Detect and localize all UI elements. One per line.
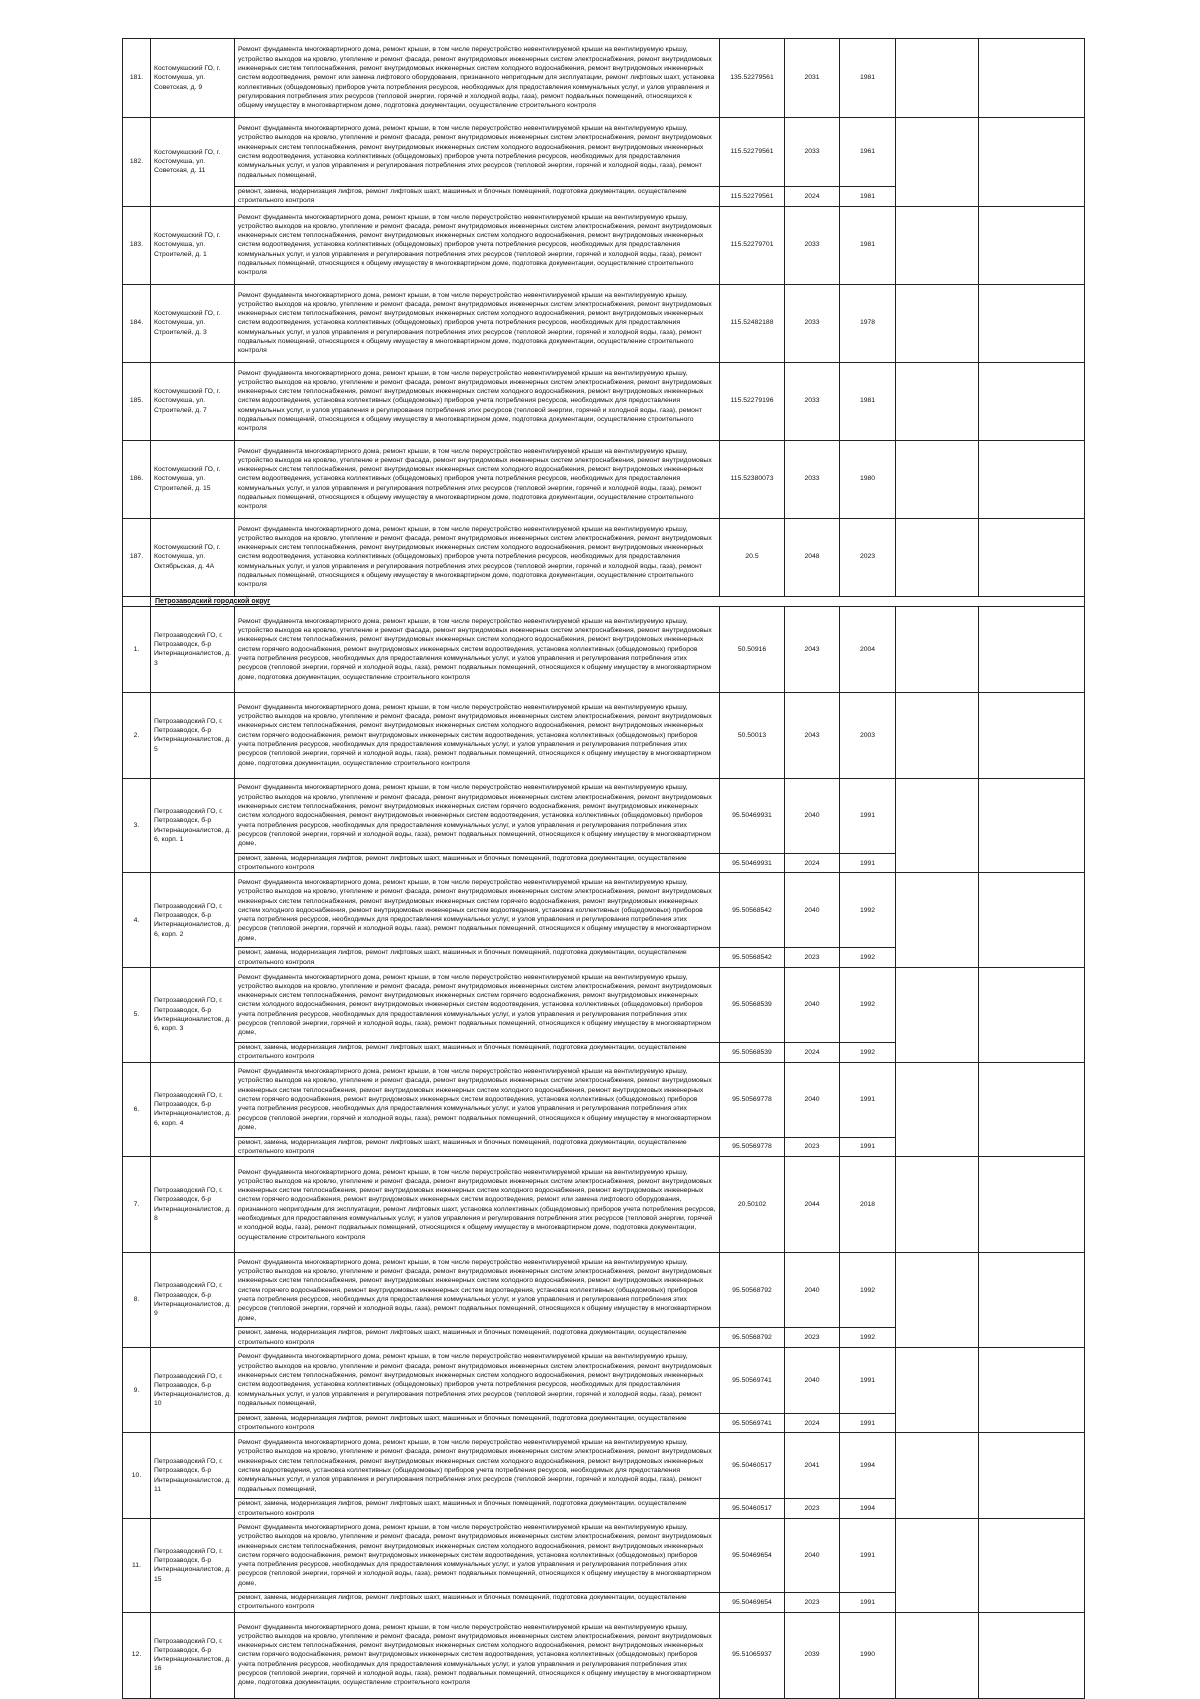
row-built-year: 1992	[840, 1253, 896, 1328]
row-empty-cell	[896, 39, 979, 118]
row-number: 1.	[123, 606, 151, 692]
row-empty-cell	[979, 206, 1085, 284]
row-cost: 95.50469654	[720, 1519, 785, 1593]
table-row	[123, 968, 1085, 1043]
row-built-year: 1991	[840, 1137, 896, 1157]
row-address: Костомукшский ГО, г. Костомукша, ул. Строителей, д. 7	[151, 362, 235, 440]
row-year: 2044	[785, 1157, 840, 1253]
row-built-year: 1990	[840, 1612, 896, 1698]
row-built-year: 1991	[840, 1347, 896, 1413]
table-row	[123, 1157, 1085, 1253]
table-row	[123, 39, 1085, 118]
row-empty-cell	[896, 968, 979, 1063]
row-number: 184.	[123, 284, 151, 362]
row-year: 2043	[785, 692, 840, 778]
row-works: ремонт, замена, модернизация лифтов, ремонт лифтовых шахт, машинных и блочных помещений, подготовка документации, осуществление строительного контроля	[235, 1499, 720, 1519]
row-built-year: 1991	[840, 1062, 896, 1137]
row-works: Ремонт фундамента многоквартирного дома, ремонт крыши, в том числе переустройство невентилируемой крыши на вентилируемую крышу, устройство выходов на кровлю, утепление и ремонт фасада, ремонт внутридомовых инженерных систем электроснабжения, ремонт внутридомовых инженерных систем теплоснабжения, ремонт внутридомовых инженерных систем холодного водоснабжения, ремонт внутридомовых инженерных систем водоотведения, установка коллективных (общедомовых) приборов учета потребления ресурсов, необходимых для предоставления коммунальных услуг, и узлов управления и регулирования потребления этих ресурсов (тепловой энергии, горячей и холодной воды, газа), ремонт подвальных помещений, относящихся к общему имуществу в многоквартирном доме, подготовка документации, осуществление строительного контроля	[235, 206, 720, 284]
row-empty-cell	[979, 440, 1085, 518]
row-built-year: 2003	[840, 692, 896, 778]
row-empty-cell	[979, 1433, 1085, 1519]
row-address: Петрозаводский ГО, г. Петрозаводск, б-р Интернационалистов, д. 9	[151, 1253, 235, 1348]
row-built-year: 1994	[840, 1433, 896, 1499]
row-cost: 50.50013	[720, 692, 785, 778]
row-empty-cell	[896, 118, 979, 207]
row-empty-cell	[979, 1157, 1085, 1253]
row-built-year: 2004	[840, 606, 896, 692]
row-cost: 115.52482188	[720, 284, 785, 362]
table-row	[123, 440, 1085, 518]
row-built-year: 1992	[840, 968, 896, 1043]
row-cost: 115.52279561	[720, 118, 785, 187]
row-works: Ремонт фундамента многоквартирного дома, ремонт крыши, в том числе переустройство невентилируемой крыши на вентилируемую крышу, устройство выходов на кровлю, утепление и ремонт фасада, ремонт внутридомовых инженерных систем электроснабжения, ремонт внутридомовых инженерных систем теплоснабжения, ремонт внутридомовых инженерных систем горячего водоснабжения, ремонт внутридомовых инженерных систем холодного водоснабжения, ремонт внутридомовых инженерных систем водоотведения, установка коллективных (общедомовых) приборов учета потребления ресурсов, необходимых для предоставления коммунальных услуг, и узлов управления и регулирования потребления этих ресурсов (тепловой энергии, горячей и холодной воды, газа), ремонт подвальных помещений, относящихся к общему имуществу в многоквартирном доме,	[235, 968, 720, 1043]
row-address: Петрозаводский ГО, г. Петрозаводск, б-р Интернационалистов, д. 11	[151, 1433, 235, 1519]
row-number: 182.	[123, 118, 151, 207]
row-built-year: 1992	[840, 948, 896, 968]
row-cost: 95.50568792	[720, 1328, 785, 1348]
row-works: Ремонт фундамента многоквартирного дома, ремонт крыши, в том числе переустройство невентилируемой крыши на вентилируемую крышу, устройство выходов на кровлю, утепление и ремонт фасада, ремонт внутридомовых инженерных систем электроснабжения, ремонт внутридомовых инженерных систем теплоснабжения, ремонт внутридомовых инженерных систем холодного водоснабжения, ремонт внутридомовых инженерных систем водоотведения, установка коллективных (общедомовых) приборов учета потребления ресурсов, необходимых для предоставления коммунальных услуг, и узлов управления и регулирования потребления этих ресурсов (тепловой энергии, горячей и холодной воды, газа), ремонт подвальных помещений,	[235, 1347, 720, 1413]
row-number: 185.	[123, 362, 151, 440]
table-row	[123, 1062, 1085, 1137]
row-works: Ремонт фундамента многоквартирного дома, ремонт крыши, в том числе переустройство невентилируемой крыши на вентилируемую крышу, устройство выходов на кровлю, утепление и ремонт фасада, ремонт внутридомовых инженерных систем электроснабжения, ремонт внутридомовых инженерных систем теплоснабжения, ремонт внутридомовых инженерных систем холодного водоснабжения, ремонт внутридомовых инженерных систем водоотведения, установка коллективных (общедомовых) приборов учета потребления ресурсов, необходимых для предоставления коммунальных услуг, и узлов управления и регулирования потребления этих ресурсов (тепловой энергии, горячей и холодной воды, газа), ремонт подвальных помещений, относящихся к общему имуществу в многоквартирном доме, подготовка документации, осуществление строительного контроля	[235, 284, 720, 362]
row-year: 2024	[785, 1413, 840, 1433]
row-number: 10.	[123, 1433, 151, 1519]
row-year: 2033	[785, 284, 840, 362]
row-address: Петрозаводский ГО, г. Петрозаводск, б-р Интернационалистов, д. 16	[151, 1612, 235, 1698]
row-works: ремонт, замена, модернизация лифтов, ремонт лифтовых шахт, машинных и блочных помещений, подготовка документации, осуществление строительного контроля	[235, 1328, 720, 1348]
row-works: ремонт, замена, модернизация лифтов, ремонт лифтовых шахт, машинных и блочных помещений, подготовка документации, осуществление строительного контроля	[235, 1413, 720, 1433]
row-built-year: 1992	[840, 873, 896, 948]
row-empty-cell	[896, 1519, 979, 1613]
repair-program-table	[122, 38, 1085, 1699]
row-built-year: 1991	[840, 778, 896, 853]
row-built-year: 1991	[840, 1413, 896, 1433]
row-address: Костомукшский ГО, г. Костомукша, ул. Октябрьская, д. 4А	[151, 518, 235, 596]
row-year: 2040	[785, 968, 840, 1043]
row-cost: 95.50568792	[720, 1253, 785, 1328]
row-empty-cell	[896, 1612, 979, 1698]
row-empty-cell	[979, 39, 1085, 118]
table-row	[123, 284, 1085, 362]
row-built-year: 1978	[840, 284, 896, 362]
row-year: 2023	[785, 1137, 840, 1157]
row-year: 2041	[785, 1433, 840, 1499]
row-cost: 20.50102	[720, 1157, 785, 1253]
row-empty-cell	[896, 1157, 979, 1253]
row-works: ремонт, замена, модернизация лифтов, ремонт лифтовых шахт, машинных и блочных помещений, подготовка документации, осуществление строительного контроля	[235, 853, 720, 873]
row-cost: 95.50568539	[720, 968, 785, 1043]
row-empty-cell	[979, 968, 1085, 1063]
row-built-year: 1981	[840, 362, 896, 440]
row-empty-cell	[896, 1062, 979, 1157]
table-row	[123, 873, 1085, 948]
row-year: 2043	[785, 606, 840, 692]
row-empty-cell	[979, 692, 1085, 778]
row-cost: 95.50469654	[720, 1593, 785, 1613]
row-works: Ремонт фундамента многоквартирного дома, ремонт крыши, в том числе переустройство невентилируемой крыши на вентилируемую крышу, устройство выходов на кровлю, утепление и ремонт фасада, ремонт внутридомовых инженерных систем электроснабжения, ремонт внутридомовых инженерных систем теплоснабжения, ремонт внутридомовых инженерных систем холодного водоснабжения, ремонт внутридомовых инженерных систем горячего водоснабжения, ремонт внутридомовых инженерных систем водоотведения, установка коллективных (общедомовых) приборов учета потребления ресурсов, необходимых для предоставления коммунальных услуг, и узлов управления и регулирования потребления этих ресурсов (тепловой энергии, горячей и холодной воды, газа), ремонт подвальных помещений, относящихся к общему имуществу в многоквартирном доме,	[235, 1062, 720, 1137]
row-works: Ремонт фундамента многоквартирного дома, ремонт крыши, в том числе переустройство невентилируемой крыши на вентилируемую крышу, устройство выходов на кровлю, утепление и ремонт фасада, ремонт внутридомовых инженерных систем электроснабжения, ремонт внутридомовых инженерных систем теплоснабжения, ремонт внутридомовых инженерных систем холодного водоснабжения, ремонт внутридомовых инженерных систем горячего водоснабжения, ремонт внутридомовых инженерных систем водоотведения, установка коллективных (общедомовых) приборов учета потребления ресурсов, необходимых для предоставления коммунальных услуг, и узлов управления и регулирования потребления этих ресурсов (тепловой энергии, горячей и холодной воды, газа), ремонт подвальных помещений, относящихся к общему имуществу в многоквартирном доме, подготовка документации, осуществление строительного контроля	[235, 692, 720, 778]
row-built-year: 1992	[840, 1328, 896, 1348]
row-year: 2040	[785, 1519, 840, 1593]
row-number: 4.	[123, 873, 151, 968]
row-cost: 95.50568542	[720, 873, 785, 948]
row-cost: 115.52279701	[720, 206, 785, 284]
row-empty-cell	[896, 692, 979, 778]
row-year: 2023	[785, 1328, 840, 1348]
row-address: Петрозаводский ГО, г. Петрозаводск, б-р Интернационалистов, д. 8	[151, 1157, 235, 1253]
row-works: Ремонт фундамента многоквартирного дома, ремонт крыши, в том числе переустройство невентилируемой крыши на вентилируемую крышу, устройство выходов на кровлю, утепление и ремонт фасада, ремонт внутридомовых инженерных систем электроснабжения, ремонт внутридомовых инженерных систем теплоснабжения, ремонт внутридомовых инженерных систем холодного водоснабжения, ремонт внутридомовых инженерных систем горячего водоснабжения, ремонт внутридомовых инженерных систем водоотведения, установка коллективных (общедомовых) приборов учета потребления ресурсов, необходимых для предоставления коммунальных услуг, и узлов управления и регулирования потребления этих ресурсов (тепловой энергии, горячей и холодной воды, газа), ремонт подвальных помещений, относящихся к общему имуществу в многоквартирном доме, подготовка документации, осуществление строительного контроля	[235, 606, 720, 692]
row-empty-cell	[979, 1253, 1085, 1348]
table-body	[123, 39, 1085, 1699]
section-spacer-cell	[123, 596, 151, 606]
row-works: Ремонт фундамента многоквартирного дома, ремонт крыши, в том числе переустройство невентилируемой крыши на вентилируемую крышу, устройство выходов на кровлю, утепление и ремонт фасада, ремонт внутридомовых инженерных систем электроснабжения, ремонт внутридомовых инженерных систем теплоснабжения, ремонт внутридомовых инженерных систем холодного водоснабжения, ремонт внутридомовых инженерных систем горячего водоснабжения, ремонт внутридомовых инженерных систем водоотведения, установка коллективных (общедомовых) приборов учета потребления ресурсов, необходимых для предоставления коммунальных услуг, и узлов управления и регулирования потребления этих ресурсов (тепловой энергии, горячей и холодной воды, газа), ремонт подвальных помещений, относящихся к общему имуществу в многоквартирном доме, подготовка документации, осуществление строительного контроля	[235, 1612, 720, 1698]
table-row	[123, 1433, 1085, 1499]
row-empty-cell	[896, 362, 979, 440]
row-empty-cell	[979, 606, 1085, 692]
row-cost: 115.52279561	[720, 187, 785, 207]
row-works: Ремонт фундамента многоквартирного дома, ремонт крыши, в том числе переустройство невентилируемой крыши на вентилируемую крышу, устройство выходов на кровлю, утепление и ремонт фасада, ремонт внутридомовых инженерных систем электроснабжения, ремонт внутридомовых инженерных систем теплоснабжения, ремонт внутридомовых инженерных систем горячего водоснабжения, ремонт внутридомовых инженерных систем холодного водоснабжения, ремонт внутридомовых инженерных систем водоотведения, установка коллективных (общедомовых) приборов учета потребления ресурсов, необходимых для предоставления коммунальных услуг, и узлов управления и регулирования потребления этих ресурсов (тепловой энергии, горячей и холодной воды, газа), ремонт подвальных помещений, относящихся к общему имуществу в многоквартирном доме,	[235, 873, 720, 948]
table-row	[123, 362, 1085, 440]
row-empty-cell	[896, 1433, 979, 1519]
row-empty-cell	[896, 206, 979, 284]
row-empty-cell	[896, 440, 979, 518]
row-works: ремонт, замена, модернизация лифтов, ремонт лифтовых шахт, машинных и блочных помещений, подготовка документации, осуществление строительного контроля	[235, 1593, 720, 1613]
row-address: Петрозаводский ГО, г. Петрозаводск, б-р Интернационалистов, д. 6, корп. 4	[151, 1062, 235, 1157]
row-works: Ремонт фундамента многоквартирного дома, ремонт крыши, в том числе переустройство невентилируемой крыши на вентилируемую крышу, устройство выходов на кровлю, утепление и ремонт фасада, ремонт внутридомовых инженерных систем электроснабжения, ремонт внутридомовых инженерных систем теплоснабжения, ремонт внутридомовых инженерных систем холодного водоснабжения, ремонт внутридомовых инженерных систем водоотведения, ремонт или замена лифтового оборудования, признанного непригодным для эксплуатации, ремонт лифтовых шахт, установка коллективных (общедомовых) приборов учета потребления ресурсов, необходимых для предоставления коммунальных услуг, и узлов управления и регулирования потребления этих ресурсов (тепловой энергии, горячей и холодной воды, газа), ремонт подвальных помещений, относящихся к общему имуществу в многоквартирном доме, подготовка документации, осуществление строительного контроля	[235, 39, 720, 118]
row-works: Ремонт фундамента многоквартирного дома, ремонт крыши, в том числе переустройство невентилируемой крыши на вентилируемую крышу, устройство выходов на кровлю, утепление и ремонт фасада, ремонт внутридомовых инженерных систем электроснабжения, ремонт внутридомовых инженерных систем теплоснабжения, ремонт внутридомовых инженерных систем холодного водоснабжения, ремонт внутридомовых инженерных систем водоотведения, установка коллективных (общедомовых) приборов учета потребления ресурсов, необходимых для предоставления коммунальных услуг, и узлов управления и регулирования потребления этих ресурсов (тепловой энергии, горячей и холодной воды, газа), ремонт подвальных помещений,	[235, 1433, 720, 1499]
row-works: ремонт, замена, модернизация лифтов, ремонт лифтовых шахт, машинных и блочных помещений, подготовка документации, осуществление строительного контроля	[235, 1137, 720, 1157]
row-works: Ремонт фундамента многоквартирного дома, ремонт крыши, в том числе переустройство невентилируемой крыши на вентилируемую крышу, устройство выходов на кровлю, утепление и ремонт фасада, ремонт внутридомовых инженерных систем электроснабжения, ремонт внутридомовых инженерных систем теплоснабжения, ремонт внутридомовых инженерных систем холодного водоснабжения, ремонт внутридомовых инженерных систем водоотведения, установка коллективных (общедомовых) приборов учета потребления ресурсов, необходимых для предоставления коммунальных услуг, и узлов управления и регулирования потребления этих ресурсов (тепловой энергии, горячей и холодной воды, газа), ремонт подвальных помещений,	[235, 118, 720, 187]
row-address: Петрозаводский ГО, г. Петрозаводск, б-р Интернационалистов, д. 3	[151, 606, 235, 692]
row-works: Ремонт фундамента многоквартирного дома, ремонт крыши, в том числе переустройство невентилируемой крыши на вентилируемую крышу, устройство выходов на кровлю, утепление и ремонт фасада, ремонт внутридомовых инженерных систем электроснабжения, ремонт внутридомовых инженерных систем теплоснабжения, ремонт внутридомовых инженерных систем холодного водоснабжения, ремонт внутридомовых инженерных систем водоотведения, установка коллективных (общедомовых) приборов учета потребления ресурсов, необходимых для предоставления коммунальных услуг, и узлов управления и регулирования потребления этих ресурсов (тепловой энергии, горячей и холодной воды, газа), ремонт подвальных помещений, относящихся к общему имуществу в многоквартирном доме, подготовка документации, осуществление строительного контроля	[235, 440, 720, 518]
row-works: Ремонт фундамента многоквартирного дома, ремонт крыши, в том числе переустройство невентилируемой крыши на вентилируемую крышу, устройство выходов на кровлю, утепление и ремонт фасада, ремонт внутридомовых инженерных систем электроснабжения, ремонт внутридомовых инженерных систем теплоснабжения, ремонт внутридомовых инженерных систем холодного водоснабжения, ремонт внутридомовых инженерных систем горячего водоснабжения, ремонт внутридомовых инженерных систем водоотведения, ремонт или замена лифтового оборудования, признанного непригодным для эксплуатации, ремонт лифтовых шахт, установка коллективных (общедомовых) приборов учета потребления ресурсов, необходимых для предоставления коммунальных услуг, и узлов управления и регулирования потребления этих ресурсов (тепловой энергии, горячей и холодной воды, газа), ремонт подвальных помещений, относящихся к общему имуществу в многоквартирном доме, подготовка документации, осуществление строительного контроля	[235, 1157, 720, 1253]
row-number: 7.	[123, 1157, 151, 1253]
row-cost: 115.52380073	[720, 440, 785, 518]
section-header-row	[123, 596, 1085, 606]
row-number: 187.	[123, 518, 151, 596]
table-row	[123, 206, 1085, 284]
row-empty-cell	[979, 873, 1085, 968]
row-address: Костомукшский ГО, г. Костомукша, ул. Строителей, д. 3	[151, 284, 235, 362]
row-empty-cell	[979, 1612, 1085, 1698]
row-empty-cell	[979, 1519, 1085, 1613]
row-built-year: 1992	[840, 1043, 896, 1063]
row-empty-cell	[896, 873, 979, 968]
row-number: 11.	[123, 1519, 151, 1613]
row-empty-cell	[979, 518, 1085, 596]
row-empty-cell	[979, 1062, 1085, 1157]
row-address: Костомукшский ГО, г. Костомукша, ул. Строителей, д. 15	[151, 440, 235, 518]
row-built-year: 1991	[840, 1593, 896, 1613]
row-empty-cell	[896, 284, 979, 362]
row-works: ремонт, замена, модернизация лифтов, ремонт лифтовых шахт, машинных и блочных помещений, подготовка документации, осуществление строительного контроля	[235, 1043, 720, 1063]
row-built-year: 2018	[840, 1157, 896, 1253]
row-year: 2033	[785, 440, 840, 518]
table-row	[123, 1519, 1085, 1593]
row-number: 181.	[123, 39, 151, 118]
row-address: Костомукшский ГО, г. Костомукша, ул. Строителей, д. 1	[151, 206, 235, 284]
table-row	[123, 692, 1085, 778]
row-works: Ремонт фундамента многоквартирного дома, ремонт крыши, в том числе переустройство невентилируемой крыши на вентилируемую крышу, устройство выходов на кровлю, утепление и ремонт фасада, ремонт внутридомовых инженерных систем электроснабжения, ремонт внутридомовых инженерных систем теплоснабжения, ремонт внутридомовых инженерных систем горячего водоснабжения, ремонт внутридомовых инженерных систем холодного водоснабжения, ремонт внутридомовых инженерных систем водоотведения, установка коллективных (общедомовых) приборов учета потребления ресурсов, необходимых для предоставления коммунальных услуг, и узлов управления и регулирования потребления этих ресурсов (тепловой энергии, горячей и холодной воды, газа), ремонт подвальных помещений, относящихся к общему имуществу в многоквартирном доме,	[235, 778, 720, 853]
row-works: Ремонт фундамента многоквартирного дома, ремонт крыши, в том числе переустройство невентилируемой крыши на вентилируемую крышу, устройство выходов на кровлю, утепление и ремонт фасада, ремонт внутридомовых инженерных систем электроснабжения, ремонт внутридомовых инженерных систем теплоснабжения, ремонт внутридомовых инженерных систем холодного водоснабжения, ремонт внутридомовых инженерных систем горячего водоснабжения, ремонт внутридомовых инженерных систем водоотведения, установка коллективных (общедомовых) приборов учета потребления ресурсов, необходимых для предоставления коммунальных услуг, и узлов управления и регулирования потребления этих ресурсов (тепловой энергии, горячей и холодной воды, газа), ремонт подвальных помещений, относящихся к общему имуществу в многоквартирном доме,	[235, 1253, 720, 1328]
row-works: ремонт, замена, модернизация лифтов, ремонт лифтовых шахт, машинных и блочных помещений, подготовка документации, осуществление строительного контроля	[235, 187, 720, 207]
row-year: 2023	[785, 1499, 840, 1519]
row-address: Петрозаводский ГО, г. Петрозаводск, б-р Интернационалистов, д. 5	[151, 692, 235, 778]
row-year: 2024	[785, 187, 840, 207]
row-number: 8.	[123, 1253, 151, 1348]
table-row	[123, 778, 1085, 853]
row-cost: 95.50469931	[720, 778, 785, 853]
row-address: Петрозаводский ГО, г. Петрозаводск, б-р Интернационалистов, д. 6, корп. 1	[151, 778, 235, 873]
row-works: Ремонт фундамента многоквартирного дома, ремонт крыши, в том числе переустройство невентилируемой крыши на вентилируемую крышу, устройство выходов на кровлю, утепление и ремонт фасада, ремонт внутридомовых инженерных систем электроснабжения, ремонт внутридомовых инженерных систем теплоснабжения, ремонт внутридомовых инженерных систем холодного водоснабжения, ремонт внутридомовых инженерных систем водоотведения, установка коллективных (общедомовых) приборов учета потребления ресурсов, необходимых для предоставления коммунальных услуг, и узлов управления и регулирования потребления этих ресурсов (тепловой энергии, горячей и холодной воды, газа), ремонт подвальных помещений, относящихся к общему имуществу в многоквартирном доме, подготовка документации, осуществление строительного контроля	[235, 518, 720, 596]
row-year: 2040	[785, 778, 840, 853]
row-built-year: 1991	[840, 853, 896, 873]
row-built-year: 1981	[840, 39, 896, 118]
row-address: Петрозаводский ГО, г. Петрозаводск, б-р Интернационалистов, д. 6, корп. 2	[151, 873, 235, 968]
row-year: 2033	[785, 118, 840, 187]
table-row	[123, 606, 1085, 692]
row-number: 183.	[123, 206, 151, 284]
row-empty-cell	[979, 778, 1085, 873]
row-cost: 95.50569778	[720, 1062, 785, 1137]
row-number: 5.	[123, 968, 151, 1063]
row-cost: 50.50916	[720, 606, 785, 692]
row-cost: 95.50568539	[720, 1043, 785, 1063]
row-number: 12.	[123, 1612, 151, 1698]
row-built-year: 1991	[840, 1519, 896, 1593]
row-year: 2033	[785, 362, 840, 440]
row-number: 186.	[123, 440, 151, 518]
row-year: 2040	[785, 1347, 840, 1413]
row-year: 2023	[785, 1593, 840, 1613]
row-cost: 95.50569741	[720, 1347, 785, 1413]
table-row	[123, 1347, 1085, 1413]
row-number: 3.	[123, 778, 151, 873]
row-year: 2024	[785, 1043, 840, 1063]
row-cost: 115.52279196	[720, 362, 785, 440]
row-address: Петрозаводский ГО, г. Петрозаводск, б-р Интернационалистов, д. 6, корп. 3	[151, 968, 235, 1063]
row-built-year: 1961	[840, 118, 896, 187]
row-cost: 95.50460517	[720, 1433, 785, 1499]
row-number: 2.	[123, 692, 151, 778]
row-cost: 135.52279561	[720, 39, 785, 118]
row-year: 2031	[785, 39, 840, 118]
row-works: Ремонт фундамента многоквартирного дома, ремонт крыши, в том числе переустройство невентилируемой крыши на вентилируемую крышу, устройство выходов на кровлю, утепление и ремонт фасада, ремонт внутридомовых инженерных систем электроснабжения, ремонт внутридомовых инженерных систем теплоснабжения, ремонт внутридомовых инженерных систем холодного водоснабжения, ремонт внутридомовых инженерных систем горячего водоснабжения, ремонт внутридомовых инженерных систем водоотведения, установка коллективных (общедомовых) приборов учета потребления ресурсов, необходимых для предоставления коммунальных услуг, и узлов управления и регулирования потребления этих ресурсов (тепловой энергии, горячей и холодной воды, газа), ремонт подвальных помещений, относящихся к общему имуществу в многоквартирном доме,	[235, 1519, 720, 1593]
row-cost: 20.5	[720, 518, 785, 596]
row-number: 6.	[123, 1062, 151, 1157]
row-address: Костомукшский ГО, г. Костомукша, ул. Советская, д. 11	[151, 118, 235, 207]
row-empty-cell	[896, 778, 979, 873]
row-empty-cell	[896, 1253, 979, 1348]
row-empty-cell	[896, 606, 979, 692]
section-title: Петрозаводский городской округ	[151, 596, 1085, 606]
row-year: 2033	[785, 206, 840, 284]
row-built-year: 1981	[840, 187, 896, 207]
table-row	[123, 1253, 1085, 1328]
row-year: 2040	[785, 873, 840, 948]
row-year: 2024	[785, 853, 840, 873]
row-address: Петрозаводский ГО, г. Петрозаводск, б-р Интернационалистов, д. 10	[151, 1347, 235, 1433]
row-year: 2039	[785, 1612, 840, 1698]
row-cost: 95.50569778	[720, 1137, 785, 1157]
row-year: 2040	[785, 1062, 840, 1137]
row-empty-cell	[896, 1347, 979, 1433]
row-number: 9.	[123, 1347, 151, 1433]
row-address: Костомукшский ГО, г. Костомукша, ул. Советская, д. 9	[151, 39, 235, 118]
row-built-year: 1981	[840, 206, 896, 284]
row-built-year: 1994	[840, 1499, 896, 1519]
table-row	[123, 118, 1085, 187]
row-works: Ремонт фундамента многоквартирного дома, ремонт крыши, в том числе переустройство невентилируемой крыши на вентилируемую крышу, устройство выходов на кровлю, утепление и ремонт фасада, ремонт внутридомовых инженерных систем электроснабжения, ремонт внутридомовых инженерных систем теплоснабжения, ремонт внутридомовых инженерных систем холодного водоснабжения, ремонт внутридомовых инженерных систем водоотведения, установка коллективных (общедомовых) приборов учета потребления ресурсов, необходимых для предоставления коммунальных услуг, и узлов управления и регулирования потребления этих ресурсов (тепловой энергии, горячей и холодной воды, газа), ремонт подвальных помещений, относящихся к общему имуществу в многоквартирном доме, подготовка документации, осуществление строительного контроля	[235, 362, 720, 440]
row-address: Петрозаводский ГО, г. Петрозаводск, б-р Интернационалистов, д. 15	[151, 1519, 235, 1613]
row-year: 2048	[785, 518, 840, 596]
row-year: 2023	[785, 948, 840, 968]
row-built-year: 2023	[840, 518, 896, 596]
row-cost: 95.50569741	[720, 1413, 785, 1433]
row-empty-cell	[979, 1347, 1085, 1433]
row-empty-cell	[979, 284, 1085, 362]
row-cost: 95.50568542	[720, 948, 785, 968]
row-empty-cell	[979, 118, 1085, 207]
row-built-year: 1980	[840, 440, 896, 518]
row-empty-cell	[979, 362, 1085, 440]
row-cost: 95.51065937	[720, 1612, 785, 1698]
row-cost: 95.50460517	[720, 1499, 785, 1519]
table-row	[123, 518, 1085, 596]
row-cost: 95.50469931	[720, 853, 785, 873]
table-row	[123, 1612, 1085, 1698]
row-works: ремонт, замена, модернизация лифтов, ремонт лифтовых шахт, машинных и блочных помещений, подготовка документации, осуществление строительного контроля	[235, 948, 720, 968]
row-empty-cell	[896, 518, 979, 596]
row-year: 2040	[785, 1253, 840, 1328]
